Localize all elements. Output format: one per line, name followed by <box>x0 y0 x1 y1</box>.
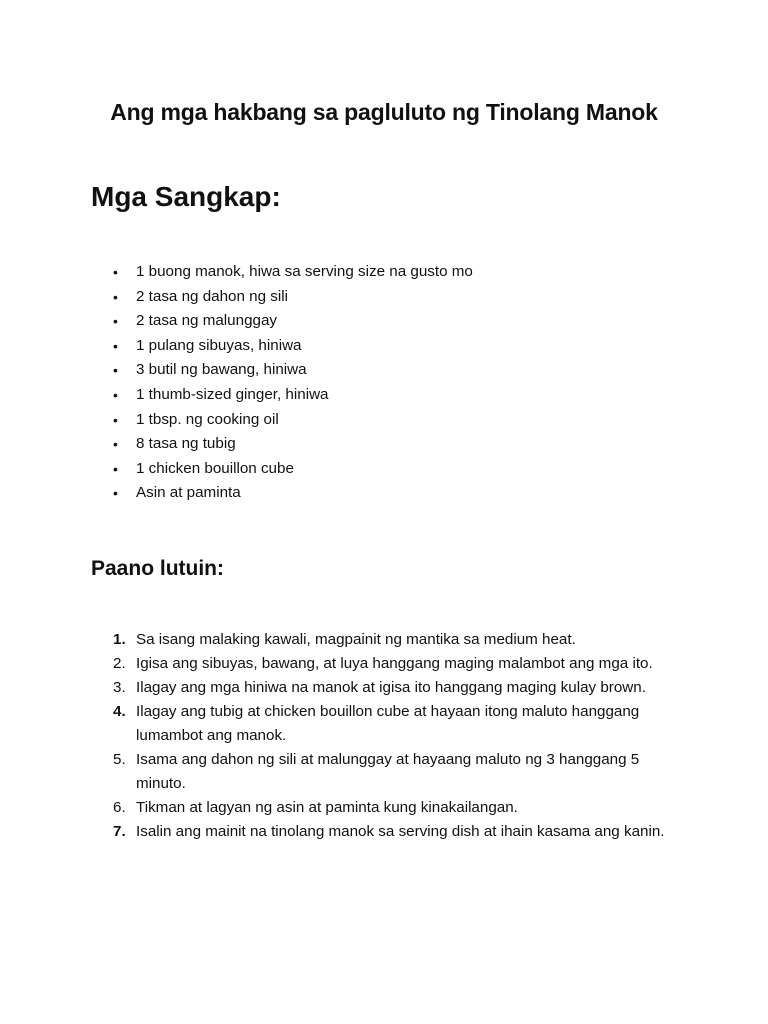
step-text: Igisa ang sibuyas, bawang, at luya hanggang maging malambot ang mga ito. <box>136 655 653 672</box>
bullet-icon: • <box>113 337 118 354</box>
document-title: Ang mga hakbang sa pagluluto ng Tinolang Manok <box>110 99 658 125</box>
list-item <box>91 432 691 457</box>
step-text: Isama ang dahon ng sili at malunggay at hayaang maluto ng 3 hanggang 5 minuto. <box>136 751 640 792</box>
step-text: Isalin ang mainit na tinolang manok sa serving dish at ihain kasama ang kanin. <box>136 823 665 840</box>
step-number: 4. <box>113 703 126 720</box>
bullet-icon: • <box>113 411 118 428</box>
list-item <box>91 334 691 359</box>
ingredient-text: Asin at paminta <box>136 484 241 502</box>
list-item <box>91 408 691 433</box>
list-item <box>91 285 691 310</box>
steps-heading: Paano lutuin: <box>91 557 224 580</box>
bullet-icon: • <box>113 313 118 330</box>
step-number: 1. <box>113 631 126 648</box>
bullet-icon: • <box>113 264 118 280</box>
ingredients-list <box>91 260 691 506</box>
ingredient-text: 8 tasa ng tubig <box>136 435 236 453</box>
list-item <box>91 457 691 482</box>
ingredient-text: 1 buong manok, hiwa sa serving size na gusto mo <box>136 263 473 280</box>
ingredient-text: 3 butil ng bawang, hiniwa <box>136 361 307 379</box>
steps-list <box>91 628 691 844</box>
list-item <box>91 309 691 334</box>
list-item <box>91 820 691 844</box>
list-item <box>91 748 691 796</box>
ingredient-text: 1 pulang sibuyas, hiniwa <box>136 336 302 354</box>
bullet-icon: • <box>113 362 118 379</box>
bullet-icon: • <box>113 288 118 305</box>
list-item <box>91 796 691 820</box>
bullet-icon: • <box>113 460 118 477</box>
step-number: 7. <box>113 823 126 840</box>
list-item <box>91 481 691 506</box>
ingredient-text: 1 thumb-sized ginger, hiniwa <box>136 385 329 403</box>
ingredient-text: 1 tbsp. ng cooking oil <box>136 410 279 428</box>
step-number: 3. <box>113 679 126 696</box>
bullet-icon: • <box>113 485 118 502</box>
ingredient-text: 1 chicken bouillon cube <box>136 459 294 477</box>
list-item <box>91 628 691 652</box>
step-number: 6. <box>113 799 126 816</box>
ingredient-text: 2 tasa ng dahon ng sili <box>136 287 288 305</box>
list-item <box>91 700 691 748</box>
bullet-icon: • <box>113 386 118 403</box>
step-text: Ilagay ang mga hiniwa na manok at igisa ito hanggang maging kulay brown. <box>136 679 646 696</box>
list-item <box>91 383 691 408</box>
step-number: 5. <box>113 751 126 768</box>
list-item <box>91 260 691 285</box>
list-item <box>91 358 691 383</box>
ingredients-heading: Mga Sangkap: <box>91 181 281 212</box>
bullet-icon: • <box>113 436 118 453</box>
step-number: 2. <box>113 655 126 672</box>
step-text: Tikman at lagyan ng asin at paminta kung kinakailangan. <box>136 799 518 816</box>
ingredient-text: 2 tasa ng malunggay <box>136 312 278 330</box>
list-item <box>91 676 691 700</box>
list-item <box>91 652 691 676</box>
step-text: Ilagay ang tubig at chicken bouillon cube at hayaan itong maluto hanggang lumambot ang manok. <box>136 703 640 744</box>
step-text: Sa isang malaking kawali, magpainit ng mantika sa medium heat. <box>136 631 576 648</box>
